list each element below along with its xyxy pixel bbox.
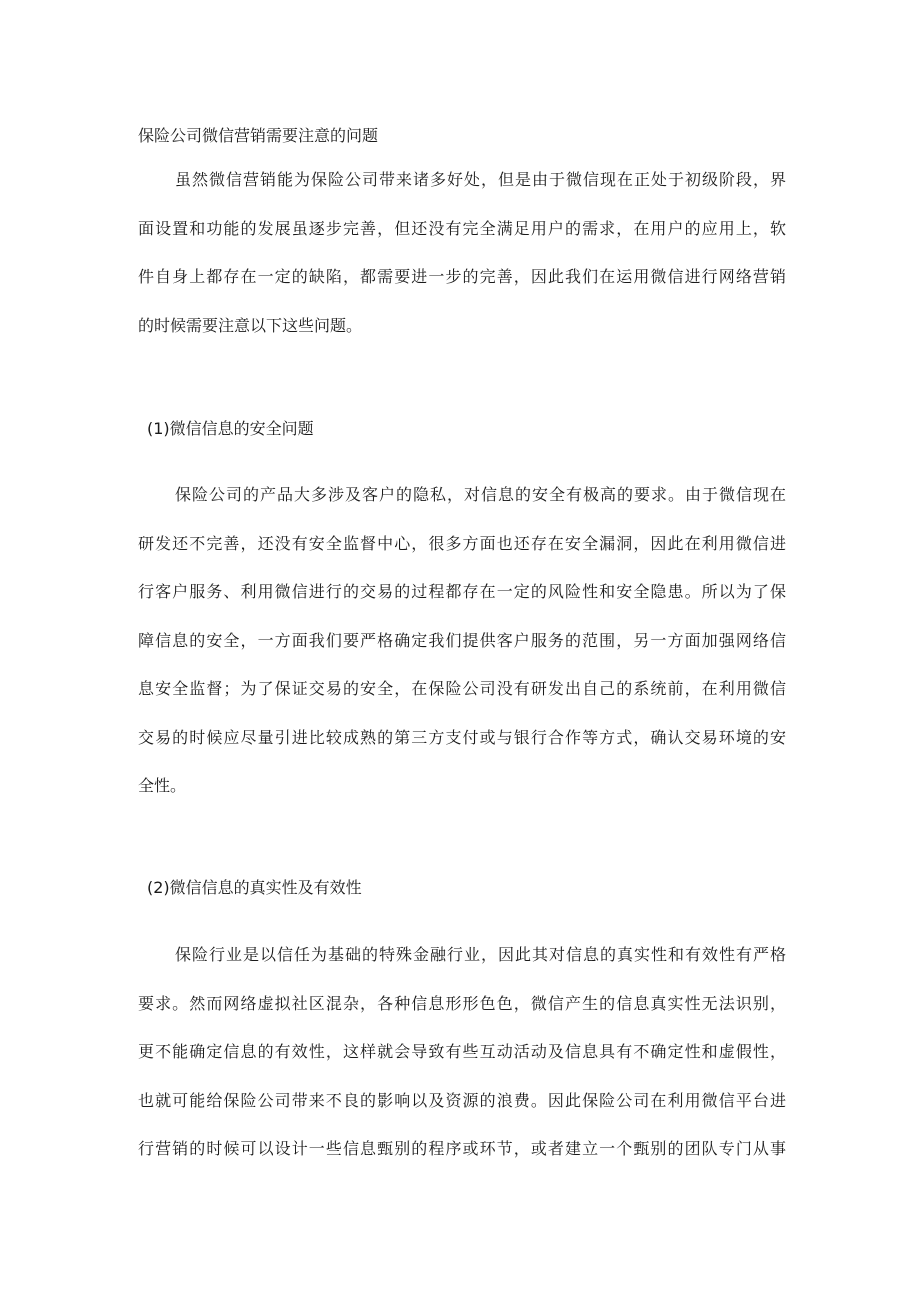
section-heading-2: (2)微信信息的真实性及有效性 [147,878,362,897]
paragraph-line: 更不能确定信息的有效性，这样就会导致有些互动活动及信息具有不确定性和虚假性， [138,1042,786,1061]
section-heading-1: (1)微信信息的安全问题 [147,419,314,438]
paragraph-line: 面设置和功能的发展虽逐步完善，但还没有完全满足用户的需求，在用户的应用上，软 [138,218,786,238]
paragraph-line: 虽然微信营销能为保险公司带来诸多好处，但是由于微信现在正处于初级阶段，界 [175,170,786,189]
paragraph-line: 研发还不完善，还没有安全监督中心，很多方面也还存在安全漏洞，因此在利用微信进 [138,533,786,553]
paragraph-line: 保险行业是以信任为基础的特殊金融行业，因此其对信息的真实性和有效性有严格 [175,945,786,964]
paragraph-line: 件自身上都存在一定的缺陷，都需要进一步的完善，因此我们在运用微信进行网络营销 [138,267,786,286]
paragraph-line: 保险公司的产品大多涉及客户的隐私，对信息的安全有极高的要求。由于微信现在 [175,485,786,504]
paragraph-line: 的时候需要注意以下这些问题。 [138,315,363,335]
paragraph-line: 要求。然而网络虚拟社区混杂，各种信息形形色色，微信产生的信息真实性无法识别， [138,993,786,1013]
intro-paragraph [138,168,786,362]
section1-paragraph [138,483,786,823]
document-title: 保险公司微信营销需要注意的问题 [138,126,379,145]
paragraph-line: 障信息的安全，一方面我们要严格确定我们提供客户服务的范围，另一方面加强网络信 [138,630,786,650]
paragraph-line: 行客户服务、利用微信进行的交易的过程都存在一定的风险性和安全隐患。所以为了保 [138,582,786,601]
paragraph-line: 行营销的时候可以设计一些信息甄别的程序或环节，或者建立一个甄别的团队专门从事 [138,1139,786,1158]
paragraph-line: 全性。 [138,776,187,795]
paragraph-line: 也就可能给保险公司带来不良的影响以及资源的浪费。因此保险公司在利用微信平台进 [138,1090,786,1110]
paragraph-line: 交易的时候应尽量引进比较成熟的第三方支付或与银行合作等方式，确认交易环境的安 [138,727,786,747]
paragraph-line: 息安全监督；为了保证交易的安全，在保险公司没有研发出自己的系统前，在利用微信 [138,679,786,698]
section2-paragraph [138,943,786,1186]
